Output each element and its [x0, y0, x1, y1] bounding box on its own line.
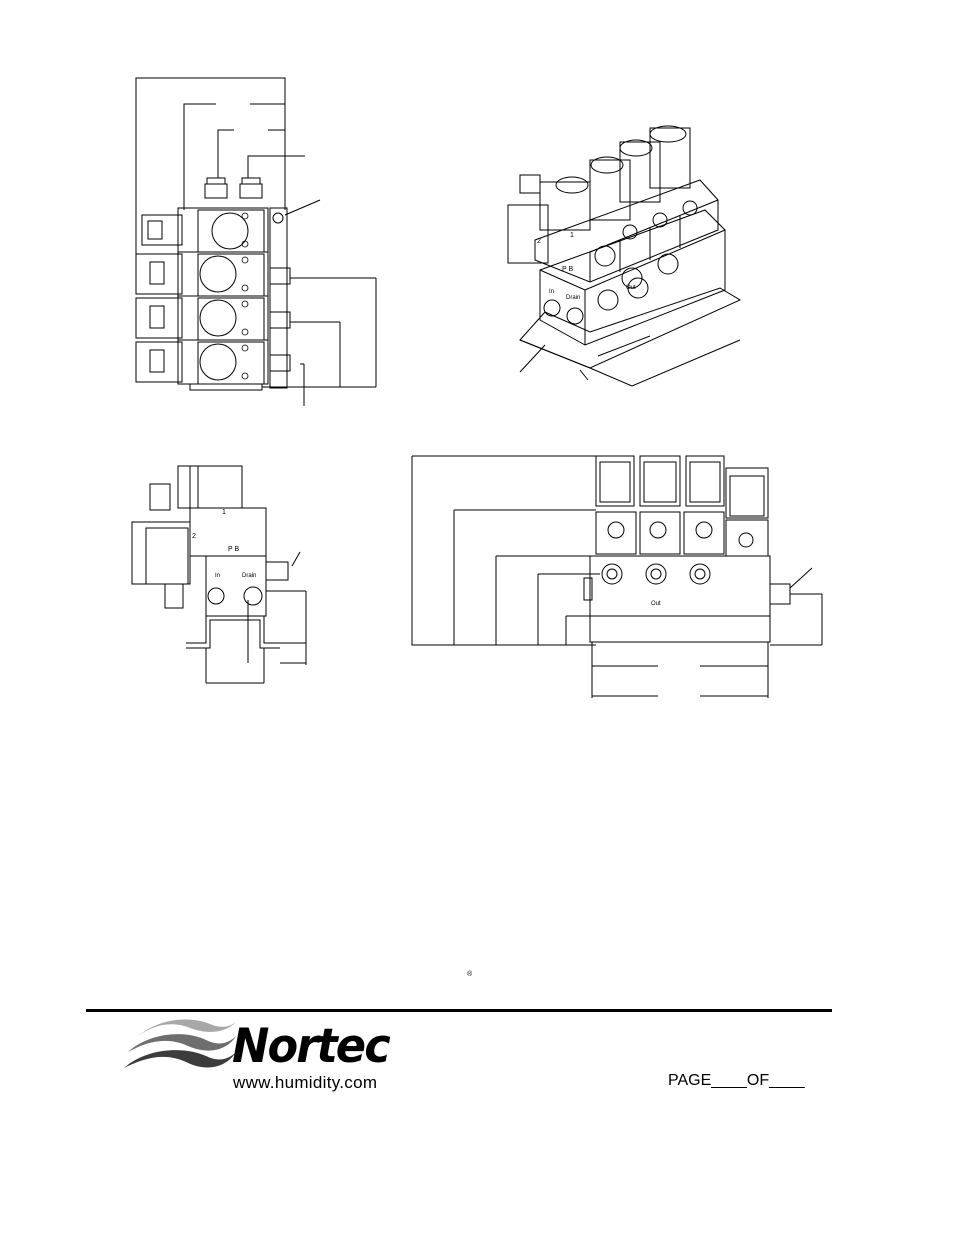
iso-port-2-label: 2 [537, 238, 541, 245]
iso-port-1-label: 1 [570, 232, 574, 239]
iso-port-out-label: Out [626, 285, 636, 291]
website-url: www.humidity.com [233, 1073, 378, 1092]
side-port-1-label: 1 [222, 509, 226, 516]
brand-name: Nortec [232, 1019, 389, 1074]
page-of-label: PAGE____OF____ [668, 1072, 805, 1089]
side-port-2-label: 2 [192, 533, 196, 540]
logo-wave-mid [128, 1034, 236, 1052]
side-port-drain-label: Drain [242, 573, 257, 579]
iso-port-drain-label: Drain [566, 295, 581, 301]
rear-port-out-label: Out [651, 601, 661, 607]
logo-wave-light [138, 1020, 236, 1036]
iso-port-pb-label: P B [562, 266, 574, 273]
iso-port-in-label: In [549, 289, 555, 295]
side-port-pb-label: P B [228, 546, 240, 553]
side-port-in-label: In [215, 573, 221, 579]
logo-wave-dark [124, 1050, 236, 1068]
registered-mark: ® [467, 971, 473, 978]
